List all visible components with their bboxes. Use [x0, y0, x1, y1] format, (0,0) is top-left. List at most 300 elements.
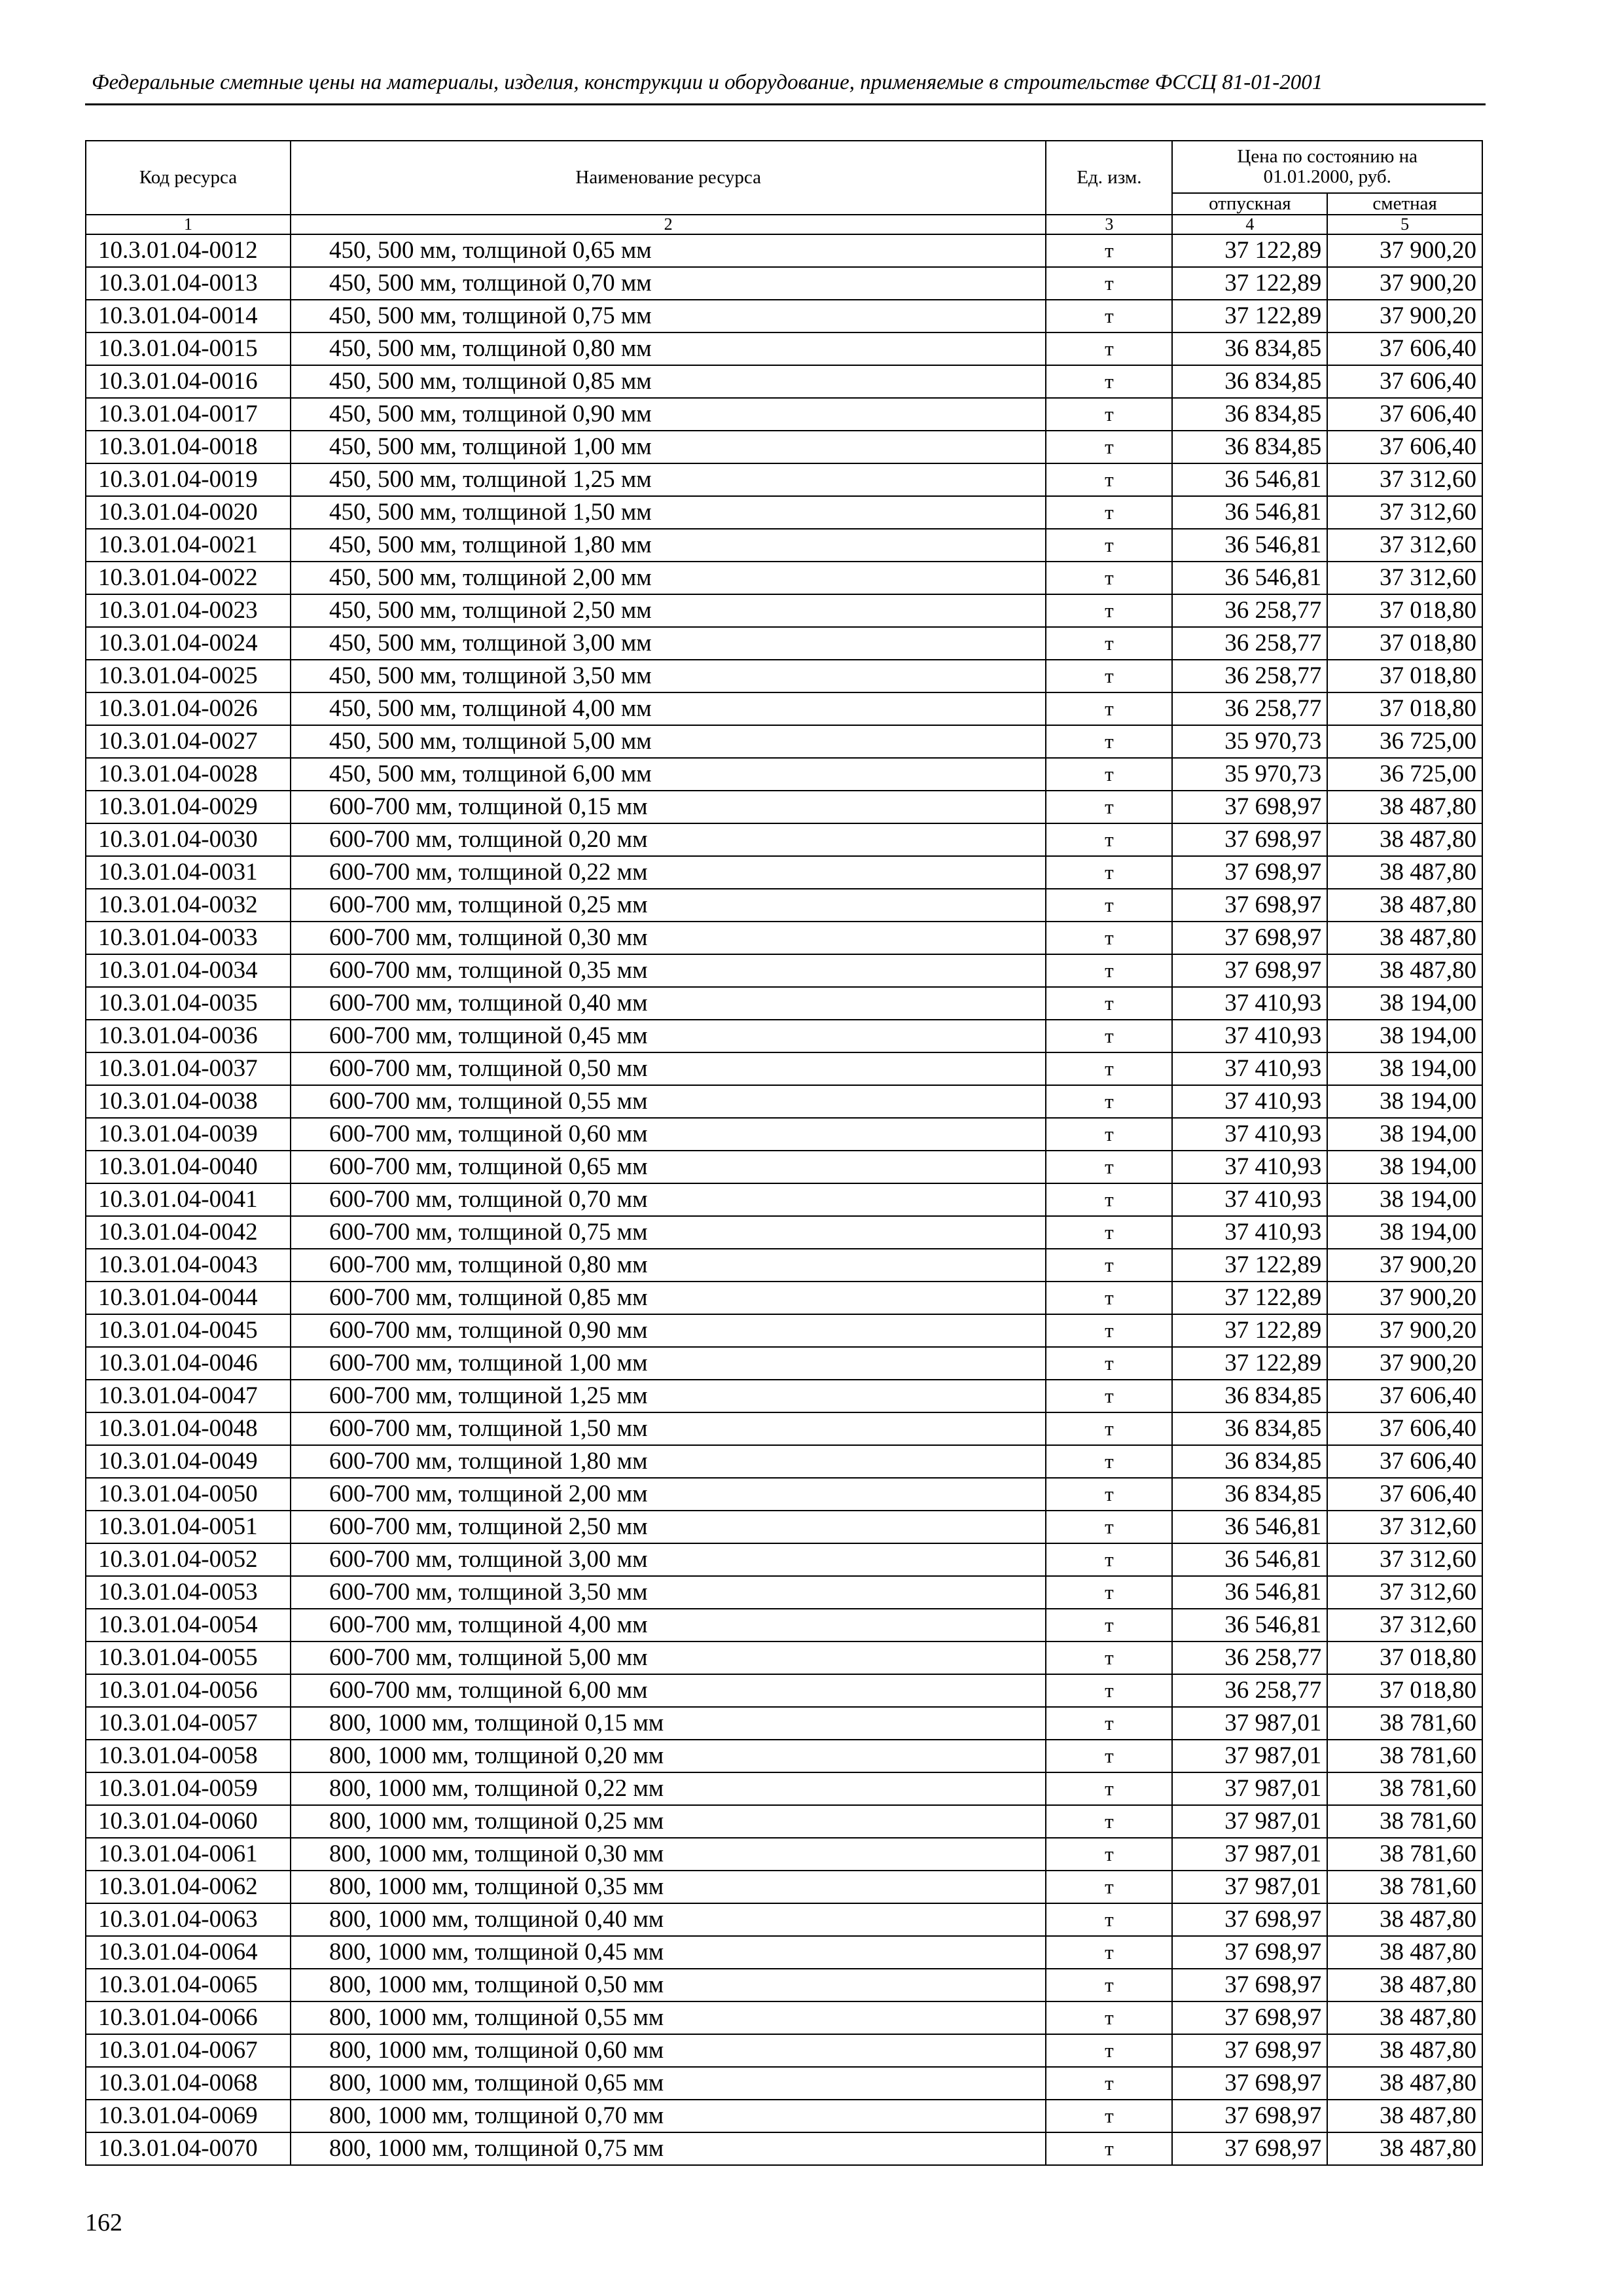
release-price-cell: 36 834,85	[1172, 1380, 1327, 1412]
unit-cell: т	[1046, 1052, 1172, 1085]
resource-name-cell: 800, 1000 мм, толщиной 0,75 мм	[291, 2132, 1046, 2165]
release-price-cell: 37 122,89	[1172, 1249, 1327, 1282]
resource-code-cell: 10.3.01.04-0042	[86, 1216, 291, 1249]
resource-name-cell: 450, 500 мм, толщиной 0,75 мм	[291, 300, 1046, 332]
release-price-cell: 36 546,81	[1172, 1609, 1327, 1641]
resource-name-cell: 600-700 мм, толщиной 6,00 мм	[291, 1674, 1046, 1707]
table-row	[86, 1445, 1482, 1478]
table-row	[86, 1936, 1482, 1969]
table-row	[86, 1347, 1482, 1380]
table-row	[86, 1543, 1482, 1576]
resource-code-cell: 10.3.01.04-0034	[86, 954, 291, 987]
unit-cell: т	[1046, 1740, 1172, 1772]
col-header-unit: Ед. изм.	[1046, 141, 1172, 215]
estimate-price-cell: 37 018,80	[1327, 594, 1482, 627]
unit-cell: т	[1046, 1805, 1172, 1838]
resource-code-cell: 10.3.01.04-0019	[86, 463, 291, 496]
release-price-cell: 37 987,01	[1172, 1805, 1327, 1838]
resource-code-cell: 10.3.01.04-0052	[86, 1543, 291, 1576]
estimate-price-cell: 37 312,60	[1327, 562, 1482, 594]
col-number: 3	[1046, 215, 1172, 234]
release-price-cell: 37 698,97	[1172, 922, 1327, 954]
table-row	[86, 529, 1482, 562]
release-price-cell: 36 834,85	[1172, 1445, 1327, 1478]
estimate-price-cell: 36 725,00	[1327, 725, 1482, 758]
resource-name-cell: 600-700 мм, толщиной 2,00 мм	[291, 1478, 1046, 1511]
release-price-cell: 35 970,73	[1172, 758, 1327, 791]
estimate-price-cell: 37 312,60	[1327, 1511, 1482, 1543]
unit-cell: т	[1046, 758, 1172, 791]
resource-name-cell: 600-700 мм, толщиной 1,50 мм	[291, 1412, 1046, 1445]
unit-cell: т	[1046, 496, 1172, 529]
unit-cell: т	[1046, 267, 1172, 300]
table-row	[86, 1674, 1482, 1707]
estimate-price-cell: 38 487,80	[1327, 2034, 1482, 2067]
unit-cell: т	[1046, 2100, 1172, 2132]
resource-name-cell: 600-700 мм, толщиной 0,85 мм	[291, 1282, 1046, 1314]
release-price-cell: 36 834,85	[1172, 332, 1327, 365]
resource-name-cell: 600-700 мм, толщиной 2,50 мм	[291, 1511, 1046, 1543]
table-row	[86, 1707, 1482, 1740]
resource-name-cell: 600-700 мм, толщиной 0,55 мм	[291, 1085, 1046, 1118]
release-price-cell: 37 410,93	[1172, 1118, 1327, 1151]
resource-name-cell: 600-700 мм, толщиной 4,00 мм	[291, 1609, 1046, 1641]
unit-cell: т	[1046, 1772, 1172, 1805]
resource-name-cell: 600-700 мм, толщиной 5,00 мм	[291, 1641, 1046, 1674]
table-row	[86, 234, 1482, 267]
table-row	[86, 1772, 1482, 1805]
estimate-price-cell: 38 487,80	[1327, 922, 1482, 954]
resource-name-cell: 600-700 мм, толщиной 0,35 мм	[291, 954, 1046, 987]
release-price-cell: 36 546,81	[1172, 496, 1327, 529]
release-price-cell: 36 834,85	[1172, 431, 1327, 463]
estimate-price-cell: 37 606,40	[1327, 431, 1482, 463]
release-price-cell: 36 546,81	[1172, 1576, 1327, 1609]
release-price-cell: 36 834,85	[1172, 1412, 1327, 1445]
resource-name-cell: 600-700 мм, толщиной 3,00 мм	[291, 1543, 1046, 1576]
resource-code-cell: 10.3.01.04-0063	[86, 1903, 291, 1936]
resource-code-cell: 10.3.01.04-0059	[86, 1772, 291, 1805]
resource-code-cell: 10.3.01.04-0037	[86, 1052, 291, 1085]
release-price-cell: 37 698,97	[1172, 823, 1327, 856]
unit-cell: т	[1046, 856, 1172, 889]
release-price-cell: 37 698,97	[1172, 2132, 1327, 2165]
estimate-price-cell: 38 194,00	[1327, 1052, 1482, 1085]
resource-code-cell: 10.3.01.04-0047	[86, 1380, 291, 1412]
unit-cell: т	[1046, 1347, 1172, 1380]
resource-code-cell: 10.3.01.04-0070	[86, 2132, 291, 2165]
estimate-price-cell: 37 900,20	[1327, 267, 1482, 300]
estimate-price-cell: 38 487,80	[1327, 1936, 1482, 1969]
estimate-price-cell: 37 312,60	[1327, 496, 1482, 529]
table-row	[86, 1478, 1482, 1511]
resource-code-cell: 10.3.01.04-0054	[86, 1609, 291, 1641]
table-row	[86, 1151, 1482, 1183]
release-price-cell: 36 546,81	[1172, 463, 1327, 496]
col-number: 2	[291, 215, 1046, 234]
resource-code-cell: 10.3.01.04-0017	[86, 398, 291, 431]
release-price-cell: 36 258,77	[1172, 594, 1327, 627]
release-price-cell: 36 546,81	[1172, 1511, 1327, 1543]
table-row	[86, 1609, 1482, 1641]
estimate-price-cell: 38 487,80	[1327, 2132, 1482, 2165]
unit-cell: т	[1046, 791, 1172, 823]
resource-name-cell: 600-700 мм, толщиной 1,00 мм	[291, 1347, 1046, 1380]
estimate-price-cell: 37 900,20	[1327, 234, 1482, 267]
resource-code-cell: 10.3.01.04-0056	[86, 1674, 291, 1707]
resource-name-cell: 450, 500 мм, толщиной 1,25 мм	[291, 463, 1046, 496]
col-number: 1	[86, 215, 291, 234]
release-price-cell: 36 258,77	[1172, 1674, 1327, 1707]
estimate-price-cell: 37 312,60	[1327, 463, 1482, 496]
col-header-price-group	[1172, 141, 1482, 193]
estimate-price-cell: 37 606,40	[1327, 1478, 1482, 1511]
estimate-price-cell: 38 194,00	[1327, 1151, 1482, 1183]
estimate-price-cell: 37 606,40	[1327, 1412, 1482, 1445]
release-price-cell: 37 698,97	[1172, 2001, 1327, 2034]
resource-code-cell: 10.3.01.04-0051	[86, 1511, 291, 1543]
unit-cell: т	[1046, 1183, 1172, 1216]
release-price-cell: 36 834,85	[1172, 365, 1327, 398]
resource-code-cell: 10.3.01.04-0048	[86, 1412, 291, 1445]
resource-name-cell: 450, 500 мм, толщиной 0,70 мм	[291, 267, 1046, 300]
estimate-price-cell: 38 487,80	[1327, 2001, 1482, 2034]
estimate-price-cell: 38 194,00	[1327, 1118, 1482, 1151]
unit-cell: т	[1046, 562, 1172, 594]
estimate-price-cell: 38 487,80	[1327, 2067, 1482, 2100]
col-header-name: Наименование ресурса	[291, 141, 1046, 215]
resource-name-cell: 800, 1000 мм, толщиной 0,40 мм	[291, 1903, 1046, 1936]
resource-name-cell: 800, 1000 мм, толщиной 0,50 мм	[291, 1969, 1046, 2001]
release-price-cell: 37 410,93	[1172, 1020, 1327, 1052]
resource-code-cell: 10.3.01.04-0061	[86, 1838, 291, 1871]
resource-code-cell: 10.3.01.04-0067	[86, 2034, 291, 2067]
estimate-price-cell: 37 900,20	[1327, 1347, 1482, 1380]
resource-name-cell: 600-700 мм, толщиной 0,22 мм	[291, 856, 1046, 889]
resource-name-cell: 600-700 мм, толщиной 0,90 мм	[291, 1314, 1046, 1347]
estimate-price-cell: 37 018,80	[1327, 627, 1482, 660]
unit-cell: т	[1046, 725, 1172, 758]
estimate-price-cell: 37 606,40	[1327, 332, 1482, 365]
table-row	[86, 627, 1482, 660]
resource-code-cell: 10.3.01.04-0055	[86, 1641, 291, 1674]
resource-name-cell: 600-700 мм, толщиной 0,15 мм	[291, 791, 1046, 823]
unit-cell: т	[1046, 1478, 1172, 1511]
unit-cell: т	[1046, 1314, 1172, 1347]
estimate-price-cell: 38 781,60	[1327, 1871, 1482, 1903]
col-number: 4	[1172, 215, 1327, 234]
release-price-cell: 37 698,97	[1172, 2100, 1327, 2132]
unit-cell: т	[1046, 922, 1172, 954]
release-price-cell: 37 122,89	[1172, 1347, 1327, 1380]
table-row	[86, 2034, 1482, 2067]
resource-code-cell: 10.3.01.04-0036	[86, 1020, 291, 1052]
table-row	[86, 365, 1482, 398]
estimate-price-cell: 38 781,60	[1327, 1838, 1482, 1871]
estimate-price-cell: 37 312,60	[1327, 1576, 1482, 1609]
release-price-cell: 36 258,77	[1172, 627, 1327, 660]
resource-code-cell: 10.3.01.04-0065	[86, 1969, 291, 2001]
estimate-price-cell: 37 018,80	[1327, 692, 1482, 725]
resource-name-cell: 600-700 мм, толщиной 0,75 мм	[291, 1216, 1046, 1249]
table-row	[86, 594, 1482, 627]
release-price-cell: 37 698,97	[1172, 1936, 1327, 1969]
resource-name-cell: 450, 500 мм, толщиной 0,80 мм	[291, 332, 1046, 365]
page-number: 162	[85, 2209, 122, 2236]
resource-code-cell: 10.3.01.04-0021	[86, 529, 291, 562]
table-row	[86, 889, 1482, 922]
release-price-cell: 36 258,77	[1172, 1641, 1327, 1674]
release-price-cell: 37 698,97	[1172, 2034, 1327, 2067]
resource-name-cell: 450, 500 мм, толщиной 2,00 мм	[291, 562, 1046, 594]
estimate-price-cell: 38 487,80	[1327, 823, 1482, 856]
resource-code-cell: 10.3.01.04-0032	[86, 889, 291, 922]
estimate-price-cell: 38 781,60	[1327, 1805, 1482, 1838]
resource-code-cell: 10.3.01.04-0031	[86, 856, 291, 889]
resource-name-cell: 600-700 мм, толщиной 0,30 мм	[291, 922, 1046, 954]
resource-name-cell: 800, 1000 мм, толщиной 0,20 мм	[291, 1740, 1046, 1772]
release-price-cell: 37 410,93	[1172, 1216, 1327, 1249]
unit-cell: т	[1046, 1511, 1172, 1543]
resource-name-cell: 600-700 мм, толщиной 1,80 мм	[291, 1445, 1046, 1478]
resource-name-cell: 450, 500 мм, толщиной 3,50 мм	[291, 660, 1046, 692]
resource-code-cell: 10.3.01.04-0044	[86, 1282, 291, 1314]
unit-cell: т	[1046, 1118, 1172, 1151]
resource-code-cell: 10.3.01.04-0040	[86, 1151, 291, 1183]
resource-name-cell: 450, 500 мм, толщиной 0,85 мм	[291, 365, 1046, 398]
unit-cell: т	[1046, 431, 1172, 463]
release-price-cell: 36 258,77	[1172, 660, 1327, 692]
unit-cell: т	[1046, 1641, 1172, 1674]
resource-name-cell: 450, 500 мм, толщиной 1,80 мм	[291, 529, 1046, 562]
resource-name-cell: 450, 500 мм, толщиной 6,00 мм	[291, 758, 1046, 791]
unit-cell: т	[1046, 987, 1172, 1020]
release-price-cell: 37 698,97	[1172, 791, 1327, 823]
release-price-cell: 37 987,01	[1172, 1871, 1327, 1903]
release-price-cell: 37 698,97	[1172, 856, 1327, 889]
resource-code-cell: 10.3.01.04-0026	[86, 692, 291, 725]
unit-cell: т	[1046, 463, 1172, 496]
release-price-cell: 37 410,93	[1172, 1151, 1327, 1183]
release-price-cell: 37 698,97	[1172, 1903, 1327, 1936]
resource-name-cell: 600-700 мм, толщиной 1,25 мм	[291, 1380, 1046, 1412]
release-price-cell: 36 546,81	[1172, 562, 1327, 594]
release-price-cell: 36 834,85	[1172, 1478, 1327, 1511]
resource-code-cell: 10.3.01.04-0060	[86, 1805, 291, 1838]
estimate-price-cell: 37 900,20	[1327, 1314, 1482, 1347]
release-price-cell: 37 122,89	[1172, 1314, 1327, 1347]
resource-name-cell: 450, 500 мм, толщиной 1,00 мм	[291, 431, 1046, 463]
resource-name-cell: 600-700 мм, толщиной 0,80 мм	[291, 1249, 1046, 1282]
table-row	[86, 1576, 1482, 1609]
estimate-price-cell: 37 312,60	[1327, 1543, 1482, 1576]
col-header-estimate: сметная	[1327, 193, 1482, 215]
table-row	[86, 1903, 1482, 1936]
estimate-price-cell: 38 781,60	[1327, 1707, 1482, 1740]
table-row	[86, 987, 1482, 1020]
release-price-cell: 37 410,93	[1172, 987, 1327, 1020]
estimate-price-cell: 38 487,80	[1327, 791, 1482, 823]
release-price-cell: 37 122,89	[1172, 234, 1327, 267]
estimate-price-cell: 37 606,40	[1327, 1380, 1482, 1412]
unit-cell: т	[1046, 823, 1172, 856]
resource-name-cell: 800, 1000 мм, толщиной 0,25 мм	[291, 1805, 1046, 1838]
resource-code-cell: 10.3.01.04-0015	[86, 332, 291, 365]
resource-name-cell: 450, 500 мм, толщиной 0,65 мм	[291, 234, 1046, 267]
unit-cell: т	[1046, 2132, 1172, 2165]
resource-name-cell: 450, 500 мм, толщиной 0,90 мм	[291, 398, 1046, 431]
unit-cell: т	[1046, 889, 1172, 922]
release-price-cell: 37 987,01	[1172, 1707, 1327, 1740]
resource-code-cell: 10.3.01.04-0024	[86, 627, 291, 660]
release-price-cell: 37 410,93	[1172, 1183, 1327, 1216]
col-header-code: Код ресурса	[86, 141, 291, 215]
release-price-cell: 37 122,89	[1172, 1282, 1327, 1314]
table-row	[86, 1380, 1482, 1412]
table-row	[86, 562, 1482, 594]
release-price-cell: 37 987,01	[1172, 1772, 1327, 1805]
resource-name-cell: 450, 500 мм, толщиной 1,50 мм	[291, 496, 1046, 529]
table-row	[86, 496, 1482, 529]
resource-code-cell: 10.3.01.04-0043	[86, 1249, 291, 1282]
estimate-price-cell: 36 725,00	[1327, 758, 1482, 791]
release-price-cell: 35 970,73	[1172, 725, 1327, 758]
resource-name-cell: 600-700 мм, толщиной 0,25 мм	[291, 889, 1046, 922]
resource-name-cell: 800, 1000 мм, толщиной 0,15 мм	[291, 1707, 1046, 1740]
resource-name-cell: 450, 500 мм, толщиной 5,00 мм	[291, 725, 1046, 758]
resource-code-cell: 10.3.01.04-0066	[86, 2001, 291, 2034]
release-price-cell: 36 834,85	[1172, 398, 1327, 431]
unit-cell: т	[1046, 594, 1172, 627]
price-group-line2: 01.01.2000, руб.	[1263, 166, 1391, 187]
table-body	[86, 234, 1482, 2165]
resource-code-cell: 10.3.01.04-0050	[86, 1478, 291, 1511]
resource-code-cell: 10.3.01.04-0018	[86, 431, 291, 463]
table-row	[86, 2067, 1482, 2100]
table-row	[86, 1969, 1482, 2001]
table-row	[86, 2100, 1482, 2132]
unit-cell: т	[1046, 1249, 1172, 1282]
table-row	[86, 1871, 1482, 1903]
unit-cell: т	[1046, 954, 1172, 987]
unit-cell: т	[1046, 1936, 1172, 1969]
table-row	[86, 823, 1482, 856]
resource-code-cell: 10.3.01.04-0058	[86, 1740, 291, 1772]
estimate-price-cell: 37 018,80	[1327, 1674, 1482, 1707]
table-row	[86, 1740, 1482, 1772]
resource-name-cell: 600-700 мм, толщиной 0,60 мм	[291, 1118, 1046, 1151]
price-table	[85, 140, 1483, 2166]
unit-cell: т	[1046, 1609, 1172, 1641]
estimate-price-cell: 38 194,00	[1327, 1216, 1482, 1249]
resource-code-cell: 10.3.01.04-0039	[86, 1118, 291, 1151]
resource-code-cell: 10.3.01.04-0028	[86, 758, 291, 791]
table-row	[86, 692, 1482, 725]
unit-cell: т	[1046, 1151, 1172, 1183]
release-price-cell: 36 546,81	[1172, 1543, 1327, 1576]
resource-code-cell: 10.3.01.04-0045	[86, 1314, 291, 1347]
resource-code-cell: 10.3.01.04-0064	[86, 1936, 291, 1969]
resource-code-cell: 10.3.01.04-0027	[86, 725, 291, 758]
release-price-cell: 36 258,77	[1172, 692, 1327, 725]
table-row	[86, 1216, 1482, 1249]
table-row	[86, 725, 1482, 758]
table-row	[86, 1805, 1482, 1838]
unit-cell: т	[1046, 1380, 1172, 1412]
estimate-price-cell: 38 487,80	[1327, 954, 1482, 987]
unit-cell: т	[1046, 1445, 1172, 1478]
resource-code-cell: 10.3.01.04-0062	[86, 1871, 291, 1903]
col-number: 5	[1327, 215, 1482, 234]
estimate-price-cell: 37 900,20	[1327, 300, 1482, 332]
estimate-price-cell: 37 018,80	[1327, 1641, 1482, 1674]
estimate-price-cell: 38 487,80	[1327, 889, 1482, 922]
table-row	[86, 954, 1482, 987]
estimate-price-cell: 37 606,40	[1327, 365, 1482, 398]
table-row	[86, 431, 1482, 463]
release-price-cell: 37 410,93	[1172, 1052, 1327, 1085]
estimate-price-cell: 37 312,60	[1327, 1609, 1482, 1641]
estimate-price-cell: 38 781,60	[1327, 1740, 1482, 1772]
unit-cell: т	[1046, 1576, 1172, 1609]
resource-code-cell: 10.3.01.04-0023	[86, 594, 291, 627]
table-row	[86, 1412, 1482, 1445]
table-row	[86, 660, 1482, 692]
table-row	[86, 1511, 1482, 1543]
estimate-price-cell: 38 487,80	[1327, 2100, 1482, 2132]
table-row	[86, 2001, 1482, 2034]
unit-cell: т	[1046, 1871, 1172, 1903]
resource-code-cell: 10.3.01.04-0030	[86, 823, 291, 856]
release-price-cell: 36 546,81	[1172, 529, 1327, 562]
table-row	[86, 2132, 1482, 2165]
resource-name-cell: 800, 1000 мм, толщиной 0,45 мм	[291, 1936, 1046, 1969]
table-row	[86, 1118, 1482, 1151]
col-header-release: отпускная	[1172, 193, 1327, 215]
unit-cell: т	[1046, 398, 1172, 431]
table-row	[86, 1249, 1482, 1282]
table-row	[86, 856, 1482, 889]
table-row	[86, 332, 1482, 365]
estimate-price-cell: 38 487,80	[1327, 856, 1482, 889]
unit-cell: т	[1046, 1216, 1172, 1249]
release-price-cell: 37 698,97	[1172, 889, 1327, 922]
unit-cell: т	[1046, 692, 1172, 725]
estimate-price-cell: 38 487,80	[1327, 1903, 1482, 1936]
estimate-price-cell: 37 312,60	[1327, 529, 1482, 562]
resource-name-cell: 800, 1000 мм, толщиной 0,70 мм	[291, 2100, 1046, 2132]
resource-code-cell: 10.3.01.04-0038	[86, 1085, 291, 1118]
resource-name-cell: 800, 1000 мм, толщиной 0,60 мм	[291, 2034, 1046, 2067]
resource-name-cell: 450, 500 мм, толщиной 2,50 мм	[291, 594, 1046, 627]
unit-cell: т	[1046, 2001, 1172, 2034]
resource-code-cell: 10.3.01.04-0012	[86, 234, 291, 267]
resource-code-cell: 10.3.01.04-0053	[86, 1576, 291, 1609]
unit-cell: т	[1046, 1903, 1172, 1936]
table-row	[86, 1085, 1482, 1118]
unit-cell: т	[1046, 2067, 1172, 2100]
estimate-price-cell: 38 781,60	[1327, 1772, 1482, 1805]
resource-code-cell: 10.3.01.04-0025	[86, 660, 291, 692]
running-header: Федеральные сметные цены на материалы, изделия, конструкции и оборудование, применяемые в строительстве ФССЦ 81-01-2001	[92, 71, 1323, 94]
resource-code-cell: 10.3.01.04-0068	[86, 2067, 291, 2100]
unit-cell: т	[1046, 1838, 1172, 1871]
unit-cell: т	[1046, 1674, 1172, 1707]
table-row	[86, 758, 1482, 791]
table-row	[86, 300, 1482, 332]
estimate-price-cell: 38 194,00	[1327, 1020, 1482, 1052]
resource-name-cell: 600-700 мм, толщиной 3,50 мм	[291, 1576, 1046, 1609]
